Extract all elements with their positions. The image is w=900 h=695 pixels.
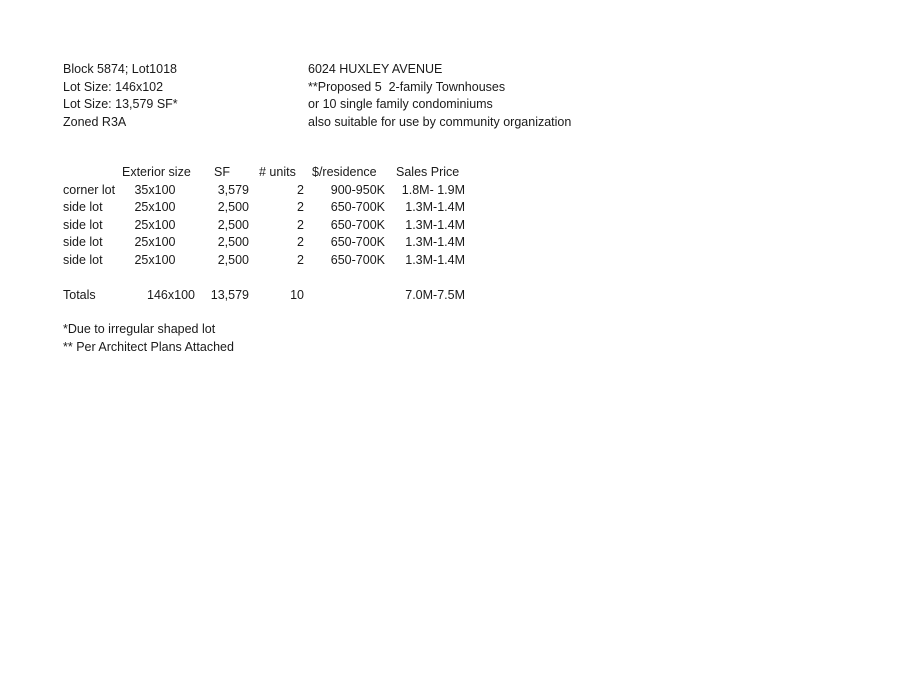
totals-units: 10 [290, 287, 304, 302]
totals-price: 7.0M-7.5M [405, 287, 465, 302]
header-units: # units [259, 165, 296, 179]
footnote-irregular-lot: *Due to irregular shaped lot [63, 322, 216, 336]
row-units: 2 [297, 182, 304, 197]
totals-label: Totals [63, 287, 96, 302]
row-sf: 2,500 [217, 252, 249, 267]
row-per-residence: 650-700K [330, 217, 385, 232]
row-price: 1.8M- 1.9M [401, 182, 465, 197]
footnote-architect-plans: ** Per Architect Plans Attached [63, 339, 234, 354]
row-exterior: 25x100 [134, 217, 176, 232]
row-label: side lot [63, 252, 103, 267]
header-sales-price: Sales Price [396, 165, 460, 179]
row-exterior: 25x100 [134, 200, 176, 214]
row-label: corner lot [63, 182, 116, 197]
proposal-line-1: **Proposed 5 2-family Townhouses [308, 79, 506, 94]
row-per-residence: 650-700K [330, 200, 385, 214]
header-exterior-size: Exterior size [122, 165, 191, 179]
row-sf: 2,500 [217, 200, 249, 214]
row-label: side lot [63, 235, 103, 249]
row-units: 2 [297, 235, 304, 249]
header-sf: SF [214, 165, 230, 179]
row-sf: 3,579 [217, 182, 249, 197]
lot-size-dimensions-text: Lot Size: 146x102 [63, 79, 164, 94]
row-sf: 2,500 [217, 235, 249, 249]
row-per-residence: 900-950K [330, 182, 385, 197]
row-price: 1.3M-1.4M [405, 200, 465, 214]
row-units: 2 [297, 217, 304, 232]
row-price: 1.3M-1.4M [405, 217, 465, 232]
row-sf: 2,500 [217, 217, 249, 232]
row-label: side lot [63, 217, 103, 232]
row-label: side lot [63, 200, 103, 214]
row-per-residence: 650-700K [330, 252, 385, 267]
totals-sf: 13,579 [210, 287, 249, 302]
row-units: 2 [297, 252, 304, 267]
lot-size-sf-text: Lot Size: 13,579 SF* [63, 97, 178, 111]
header-per-residence: $/residence [312, 165, 377, 179]
address-text: 6024 HUXLEY AVENUE [308, 62, 443, 76]
row-exterior: 25x100 [134, 235, 176, 249]
row-per-residence: 650-700K [330, 235, 385, 249]
row-units: 2 [297, 200, 304, 214]
zoning-text: Zoned R3A [63, 114, 127, 129]
footnotes [63, 321, 234, 356]
row-price: 1.3M-1.4M [405, 235, 465, 249]
row-exterior: 35x100 [134, 182, 176, 197]
block-lot-text: Block 5874; Lot1018 [63, 62, 177, 76]
proposal-line-3: also suitable for use by community organization [308, 114, 572, 129]
totals-exterior: 146x100 [147, 287, 195, 302]
proposal-line-2: or 10 single family condominiums [308, 97, 493, 111]
row-exterior: 25x100 [134, 252, 176, 267]
row-price: 1.3M-1.4M [405, 252, 465, 267]
